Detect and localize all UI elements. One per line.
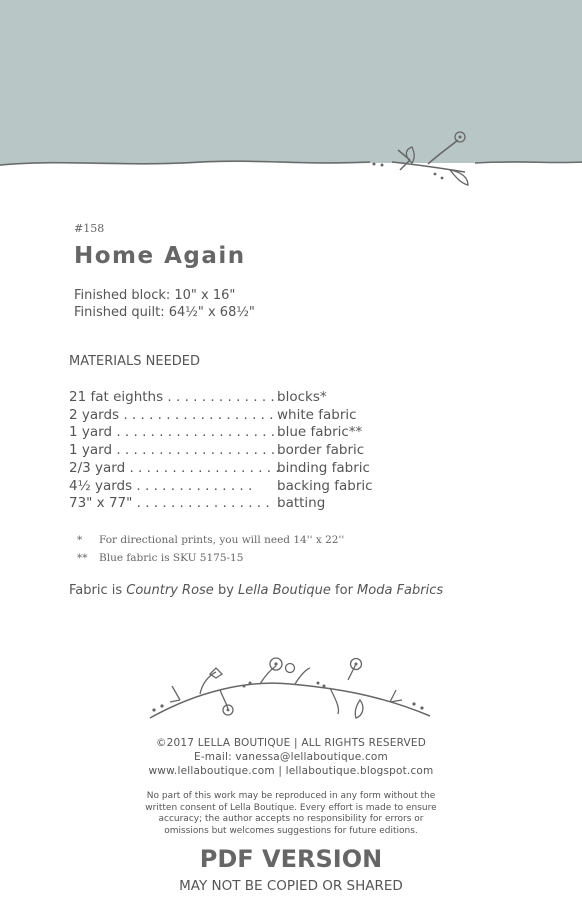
material-quantity: 4½ yards . . . . . . . . . . . . . . [69, 477, 253, 494]
disclaimer-line: accuracy; the author accepts no responsibility for errors or [158, 814, 424, 825]
footnote [77, 531, 344, 549]
floral-vine-icon [140, 650, 440, 730]
list-item [69, 442, 373, 460]
list-item [69, 495, 373, 513]
materials-list [69, 389, 373, 513]
material-use: backing fabric [277, 477, 373, 494]
material-quantity: 1 yard . . . . . . . . . . . . . . . . . . . [69, 442, 276, 459]
fabric-by: by [213, 583, 239, 598]
material-use: batting [277, 495, 326, 512]
footnote-text: For directional prints, you will need 14'' x 22'' [99, 534, 345, 546]
list-item [69, 424, 373, 442]
flower-sprig-icon [0, 0, 582, 200]
list-item [69, 478, 373, 496]
finished-block: Finished block: 10" x 16" [74, 288, 236, 303]
material-use: blocks* [277, 389, 327, 405]
disclaimer-line: omissions but welcomes suggestions for future editions. [164, 825, 418, 836]
fabric-collection: Country Rose [126, 583, 214, 598]
pdf-version-title: PDF VERSION [199, 845, 383, 873]
fabric-designer: Lella Boutique [238, 583, 331, 598]
materials-heading: MATERIALS NEEDED [69, 354, 201, 369]
material-quantity: 2/3 yard . . . . . . . . . . . . . . . . . . [69, 459, 280, 476]
material-quantity: 73" x 77" . . . . . . . . . . . . . . . . [69, 495, 270, 512]
fabric-credit [69, 583, 443, 598]
material-use: white fabric [277, 406, 357, 423]
disclaimer-line: No part of this work may be reproduced in any form without the [146, 791, 436, 801]
material-quantity: 1 yard . . . . . . . . . . . . . . . . . . . [69, 424, 276, 441]
disclaimer-line: written consent of Lella Boutique. Every effort is made to ensure [145, 802, 437, 813]
fabric-for: for [330, 583, 358, 598]
footnote-mark: * [77, 534, 83, 546]
material-quantity: 2 yards . . . . . . . . . . . . . . . . . . [69, 406, 274, 423]
material-use: blue fabric** [277, 424, 363, 441]
header-band [0, 0, 582, 175]
footnote [77, 549, 344, 567]
material-use: border fabric [277, 442, 365, 459]
footnote-mark: ** [77, 552, 88, 564]
website-links: www.lellaboutique.com | lellaboutique.blogspot.com [148, 765, 434, 777]
pattern-number: #158 [74, 222, 105, 235]
footer-contact [0, 736, 582, 778]
copyright-text: ©2017 LELLA BOUTIQUE | ALL RIGHTS RESERVED [155, 737, 427, 749]
finished-sizes [74, 287, 255, 321]
list-item [69, 407, 373, 425]
pdf-version-subtitle: MAY NOT BE COPIED OR SHARED [179, 878, 403, 894]
email-text: E-mail: vanessa@lellaboutique.com [193, 751, 388, 763]
finished-quilt: Finished quilt: 64½" x 68½" [74, 305, 255, 320]
list-item [69, 389, 373, 407]
material-quantity: 21 fat eighths . . . . . . . . . . . . . [69, 389, 275, 405]
footnote-text: Blue fabric is SKU 5175-15 [99, 552, 244, 564]
fabric-prefix: Fabric is [69, 583, 127, 598]
material-use: binding fabric [277, 459, 370, 476]
fabric-manufacturer: Moda Fabrics [357, 583, 444, 598]
footnotes [77, 531, 344, 567]
list-item [69, 460, 373, 478]
pattern-title: Home Again [74, 243, 246, 269]
disclaimer [0, 791, 582, 837]
